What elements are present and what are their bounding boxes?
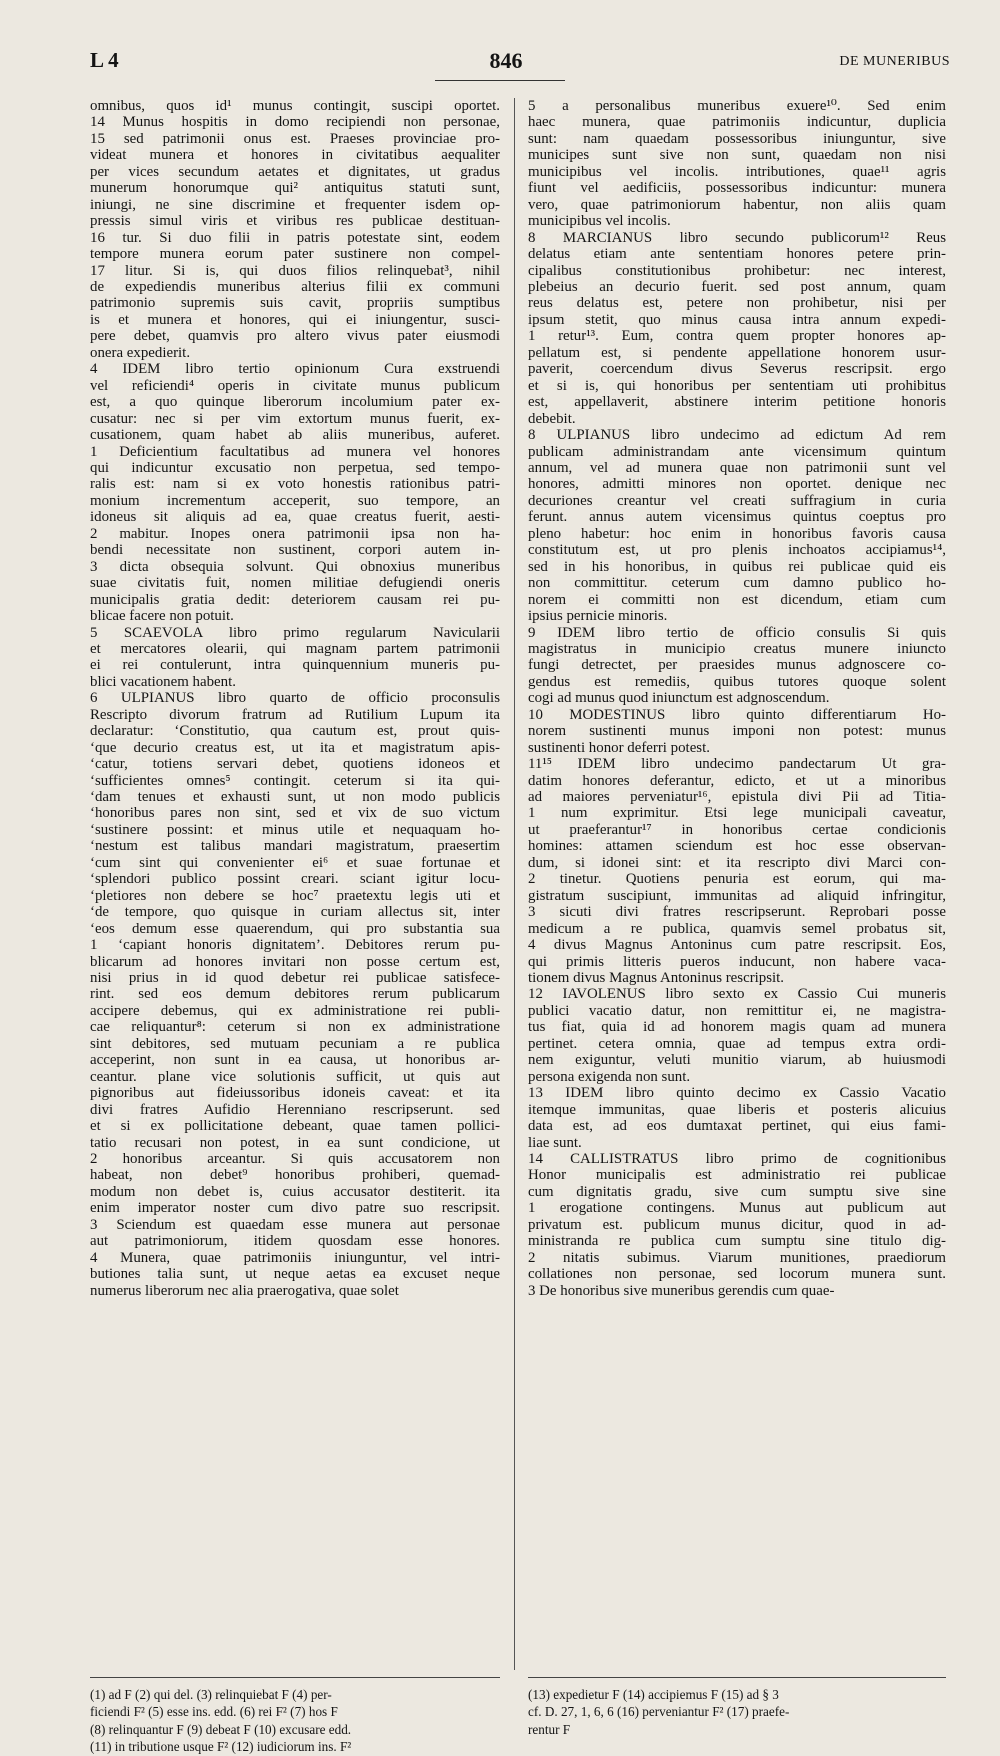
- text-line: blicarum ad honores invitari non posse certum est,: [90, 953, 500, 970]
- text-line: 4 IDEM libro tertio opinionum Cura exstruendi: [90, 361, 500, 378]
- text-line: ‘honoribus pares non sint, sed et vix de suo victum: [90, 805, 500, 822]
- text-line: qui indicuntur excusatio non perpetua, sed tempo-: [90, 459, 500, 476]
- text-line: municipalis gratia dedit: deteriorem causam rei pu-: [90, 591, 500, 608]
- text-line: 8 MARCIANUS libro secundo publicorum¹² Reus: [528, 229, 946, 246]
- text-line: privatum est. publicum munus dicitur, quod in ad-: [528, 1216, 946, 1233]
- text-line: paverit, coercendum divus Severus rescripsit. ergo: [528, 361, 946, 378]
- text-line: 2 honoribus arceantur. Si quis accusatorem non: [90, 1151, 500, 1167]
- footnote-line: ficiendi F² (5) esse ins. edd. (6) rei F² (7) hos F: [90, 1704, 338, 1720]
- text-line: videat munera et honores in civitatibus aequaliter: [90, 147, 500, 164]
- footnote-line: (13) expedietur F (14) accipiemus F (15) ad § 3: [528, 1687, 779, 1702]
- text-line: haec munera, quae patrimoniis indicuntur, duplicia: [528, 114, 946, 131]
- text-line: butiones talia sunt, ut neque aetas ea excuset neque: [90, 1266, 500, 1283]
- text-line: accipere debemus, qui ex administratione rei publi-: [90, 1002, 500, 1019]
- text-line: fungi detrectet, per praesides munus adgnoscere co-: [528, 657, 946, 674]
- text-line: et si is, qui honoribus per sententiam uti prohibitus: [528, 377, 946, 394]
- text-line: onera expedierit.: [90, 344, 191, 361]
- text-line: itemque immunitas, quae liberis et posteris alicuius: [528, 1101, 946, 1118]
- right-text-column: [528, 98, 946, 1670]
- text-line: modum non debet is, cuius accusator destiterit. ita: [90, 1183, 500, 1200]
- text-line: et mercatores olearii, qui magnam partem patrimonii: [90, 640, 500, 657]
- text-line: ad maiores perveniatur¹⁶, epistula divi Pii ad Titia-: [528, 789, 946, 806]
- text-line: 5 a personalibus muneribus exuere¹⁰. Sed enim: [528, 98, 946, 114]
- left-text-column: [90, 98, 500, 1670]
- text-line: ut praeferantur¹⁷ in honoribus certae condicionis: [528, 821, 946, 838]
- text-line: gendus est remediis, quibus tutores quoque solent: [528, 673, 946, 690]
- header-rule: [435, 80, 565, 81]
- text-line: enim imperator noster cum divo patre suo rescripsit.: [90, 1200, 500, 1217]
- text-line: omnibus, quos id¹ munus contingit, suscipi oportet.: [90, 98, 500, 114]
- text-line: cae reliquantur⁸: ceterum si non ex administratione: [90, 1019, 500, 1036]
- text-line: ‘sufficientes omnes⁵ contingit. ceterum si ita qui-: [90, 772, 500, 789]
- text-line: ‘splendori publico possint creari. sciant igitur locu-: [90, 871, 500, 888]
- text-line: 5 SCAEVOLA libro primo regularum Navicularii: [90, 624, 500, 641]
- text-line: 1 retur¹³. Eum, contra quem propter honores ap-: [528, 328, 946, 345]
- column-divider: [514, 98, 515, 1670]
- text-line: persona exigenda non sunt.: [528, 1068, 691, 1085]
- footnotes-right: [528, 1686, 946, 1738]
- text-line: bendi necessitate non sustinent, corpori autem in-: [90, 542, 500, 559]
- text-line: is et munera et honores, qui ei iniungentur, susci-: [90, 311, 500, 328]
- text-line: 14 Munus hospitis in domo recipiendi non personae,: [90, 114, 500, 131]
- text-line: 2 tinetur. Quotiens penuria est eorum, qui ma-: [528, 871, 946, 888]
- text-line: decuriones creantur vel creati suffragium in curia: [528, 492, 946, 509]
- text-line: 1 ‘capiant honoris dignitatem’. Debitores rerum pu-: [90, 937, 500, 954]
- text-line: blicae facere non potuit.: [90, 608, 234, 625]
- text-line: cogi ad munus quod iniunctum est adgnoscendum.: [528, 690, 830, 707]
- text-line: suae civitatis fuit, nomen militiae defugiendi oneris: [90, 575, 500, 592]
- text-line: reus delatus est, petere non prohibetur, nisi per: [528, 295, 946, 312]
- text-line: nisi prius in id quod debetur rei publicae satisfece-: [90, 970, 500, 987]
- text-line: pressis simul viris et viribus res publicae destituan-: [90, 213, 500, 230]
- text-line: datim honores deferantur, edicto, et ut a minoribus: [528, 772, 946, 789]
- text-line: non committitur. ceterum cum damno publico ho-: [528, 575, 946, 592]
- text-line: ipsius pernicie minoris.: [528, 608, 668, 625]
- text-line: per vices secundum aetates et dignitates, ut gradus: [90, 163, 500, 180]
- text-line: ‘de tempore, quo quisque in curiam allectus sit, inter: [90, 904, 500, 921]
- text-line: 12 IAVOLENUS libro sexto ex Cassio Cui muneris: [528, 986, 946, 1003]
- text-line: pignoribus aut fideiussoribus idoneis caveat: et ita: [90, 1085, 500, 1102]
- footnotes-left: [90, 1686, 500, 1756]
- text-line: habeat, non debet⁹ honoribus prohiberi, quemad-: [90, 1167, 500, 1184]
- text-line: sed in his honoribus, in quibus rei publicae quid eis: [528, 558, 946, 575]
- text-line: ‘sustinere possint: et minus utile et nequaquam ho-: [90, 821, 500, 838]
- text-line: norem ei committi non est dicendum, etiam cum: [528, 591, 946, 608]
- text-line: 16 tur. Si duo filii in patris potestate sint, eodem: [90, 229, 500, 246]
- text-line: idoneus sit aliquis ad ea, quae creatus fuerit, aesti-: [90, 509, 500, 526]
- footnote-line: cf. D. 27, 1, 6, 6 (16) perveniantur F² (17) praefe-: [528, 1704, 790, 1720]
- text-line: 11¹⁵ IDEM libro undecimo pandectarum Ut gra-: [528, 756, 946, 773]
- text-line: data est, ad eos dumtaxat pertinet, qui eius fami-: [528, 1118, 946, 1135]
- text-line: est, appellaverit, abstinere interim petitione honoris: [528, 394, 946, 411]
- text-line: liae sunt.: [528, 1134, 582, 1151]
- text-line: ‘eos demum esse quaerendum, qui pro substantia sua: [90, 920, 500, 937]
- text-line: munerum honorumque qui² antiquitus statuti sunt,: [90, 180, 500, 197]
- text-line: pertinet. cetera omnia, quae ad tempus extra ordi-: [528, 1035, 946, 1052]
- text-line: cusatur: nec si per vim extortum munus fuerit, ex-: [90, 410, 500, 427]
- text-line: 17 litur. Si is, qui duos filios relinquebat³, nihil: [90, 262, 500, 279]
- text-line: acceperint, non sunt in ea causa, ut honoribus ar-: [90, 1052, 500, 1069]
- footnote-rule-right: [528, 1677, 946, 1678]
- footnote-rule-left: [90, 1677, 500, 1678]
- text-line: ‘que decurio creatus est, ut ita et magistratum apis-: [90, 739, 500, 756]
- text-line: medicum a re publica, quamvis semel probatus sit,: [528, 920, 946, 937]
- text-line: debebit.: [528, 410, 576, 427]
- text-line: constitutum est, ut pro plenis inchoatos accipiamus¹⁴,: [528, 542, 946, 559]
- text-line: iniungi, ne sine discrimine et frequenter isdem op-: [90, 196, 500, 213]
- text-line: cum dignitatis gradu, sive cum sumptu sive sine: [528, 1183, 946, 1200]
- text-line: tempore munera eorum pater sustinere non compel-: [90, 246, 500, 263]
- text-line: monium incrementum acceperit, suo tempore, an: [90, 492, 500, 509]
- text-line: pleno habetur: hoc enim in honoribus favoris causa: [528, 525, 946, 542]
- text-line: annum, vel ad munera quae non patrimonii sunt vel: [528, 459, 946, 476]
- text-line: cusationem, quam habet ab aliis muneribus, auferet.: [90, 427, 500, 444]
- text-line: declaratur: ‘Constitutio, qua cautum est, prout quis-: [90, 723, 500, 740]
- text-line: tatio recusari non potest, in ea sunt condicione, ut: [90, 1134, 500, 1151]
- text-line: Rescripto divorum fratrum ad Rutilium Lupum ita: [90, 706, 500, 723]
- text-line: gistratum suscipiunt, immunitas ad aliquid infringitur,: [528, 887, 946, 904]
- text-line: 1 num exprimitur. Etsi lege municipali caveatur,: [528, 805, 946, 822]
- text-line: 3 Sciendum est quaedam esse munera aut personae: [90, 1216, 500, 1233]
- text-line: 6 ULPIANUS libro quarto de officio proconsulis: [90, 690, 500, 707]
- text-line: 3 De honoribus sive muneribus gerendis cum quae-: [528, 1282, 835, 1299]
- text-line: 3 dicta obsequia solvunt. Qui obnoxius muneribus: [90, 558, 500, 575]
- text-line: 10 MODESTINUS libro quinto differentiarum Ho-: [528, 706, 946, 723]
- text-line: divi fratres Aufidio Herenniano rescripserunt. sed: [90, 1101, 500, 1118]
- text-line: 13 IDEM libro quinto decimo ex Cassio Vacatio: [528, 1085, 946, 1102]
- text-line: tus fiat, quia id ad honorem magis quam ad munera: [528, 1019, 946, 1036]
- text-line: nem exiguntur, veluti munitio viarum, ab huiusmodi: [528, 1052, 946, 1069]
- text-line: ‘nestum est talibus mandari magistratum, praesertim: [90, 838, 500, 855]
- text-line: ‘dam tenues et exhausti sunt, ut non modo publicis: [90, 789, 500, 806]
- text-line: 4 Munera, quae patrimoniis iniunguntur, vel intri-: [90, 1249, 500, 1266]
- text-line: 9 IDEM libro tertio de officio consulis Si quis: [528, 624, 946, 641]
- text-line: de expediendis muneribus alterius filii ex communi: [90, 278, 500, 295]
- text-line: pellatum est, si pendente appellatione honorem usur-: [528, 344, 946, 361]
- text-line: 8 ULPIANUS libro undecimo ad edictum Ad rem: [528, 427, 946, 444]
- text-line: Honor municipalis est administratio rei publicae: [528, 1167, 946, 1184]
- text-line: vero, quae patrimoniorum habentur, non aliis quam: [528, 196, 946, 213]
- running-title: DE MUNERIBUS: [839, 54, 950, 69]
- text-line: 3 sicuti divi fratres rescripserunt. Reprobari posse: [528, 904, 946, 921]
- text-line: collationes non personae, sed locorum munera sunt.: [528, 1266, 946, 1283]
- text-line: fiunt vel aedificiis, possessoribus indicuntur: munera: [528, 180, 946, 197]
- text-line: 14 CALLISTRATUS libro primo de cognitionibus: [528, 1151, 946, 1167]
- text-line: plebeius an decurio fuerit. sed post annum, quam: [528, 278, 946, 295]
- text-line: ipsum stetit, quo minus causa intra annum expedi-: [528, 311, 946, 328]
- page-number: 846: [489, 48, 523, 73]
- footnote-line: rentur F: [528, 1721, 571, 1737]
- text-line: ‘pletiores non debere se hoc⁷ praetextu legis uti et: [90, 887, 500, 904]
- header-section-marker: L 4: [90, 48, 119, 72]
- footnote-line: (11) in tributione usque F² (12) iudiciorum ins. F²: [90, 1739, 352, 1755]
- text-line: ferunt. annus autem vicensimus quintus coeptus pro: [528, 509, 946, 526]
- text-line: pere debet, quamvis pro altero vivus pater eiusmodi: [90, 328, 500, 345]
- text-line: municipibus vel incolis. intributiones, quae¹¹ agris: [528, 163, 946, 180]
- text-line: 4 divus Magnus Antoninus cum patre rescripsit. Eos,: [528, 937, 946, 954]
- text-line: sunt: nam quaedam possessoribus iniunguntur, sive: [528, 130, 946, 147]
- text-line: ministranda re publica cum sumptu sine titulo dig-: [528, 1233, 946, 1250]
- text-line: aut patrimoniorum, itidem quosdam esse honores.: [90, 1233, 500, 1250]
- text-line: magistratus in municipio creatus munere iniuncto: [528, 640, 946, 657]
- footnote-line: (8) relinquantur F (9) debeat F (10) excusare edd.: [90, 1721, 352, 1737]
- text-line: publicam administrandam ante vicensimum quintum: [528, 443, 946, 460]
- text-line: homines: attamen sciendum est hoc esse observan-: [528, 838, 946, 855]
- text-line: blici vacationem habent.: [90, 673, 236, 690]
- text-line: ‘cum sint qui convenienter ei⁶ et suae fortunae et: [90, 854, 500, 871]
- text-line: vel reficiendi⁴ operis in civitate munus publicum: [90, 377, 500, 394]
- footnote-line: (1) ad F (2) qui del. (3) relinquiebat F (4) per-: [90, 1687, 332, 1702]
- text-line: qui primis litteris pueros inducunt, non habere vaca-: [528, 953, 946, 970]
- text-line: ralis est: nam si ex voto honestis rationibus patri-: [90, 476, 500, 493]
- text-line: patrimonio supremis suis cavit, propriis sumptibus: [90, 295, 500, 312]
- text-line: cipalibus constitutionibus prohibetur: nec interest,: [528, 262, 946, 279]
- text-line: est, a quo quinque liberorum incolumium pater ex-: [90, 394, 500, 411]
- text-line: ei rei contulerunt, intra quinquennium muneris pu-: [90, 657, 500, 674]
- text-line: 2 nitatis subimus. Viarum munitiones, praediorum: [528, 1249, 946, 1266]
- text-line: 1 Deficientium facultatibus ad munera vel honores: [90, 443, 500, 460]
- text-line: 1 erogatione contingens. Munus aut publicum aut: [528, 1200, 946, 1217]
- text-line: dum, si idonei sint: et ita rescripto divi Marci con-: [528, 854, 946, 871]
- text-line: municipibus vel incolis.: [528, 213, 671, 230]
- text-line: tionem divus Magnus Antoninus rescripsit.: [528, 970, 785, 987]
- text-line: ceantur. plane vice solutionis sufficit, ut quis aut: [90, 1068, 500, 1085]
- text-line: et si ex pollicitatione debeant, quae tamen pollici-: [90, 1118, 500, 1135]
- text-line: rint. sed eos demum debitores rerum publicarum: [90, 986, 500, 1003]
- text-line: publici vacatio datur, non remittitur ei, ne magistra-: [528, 1002, 946, 1019]
- text-line: ‘catur, totiens servari debet, quotiens idoneos et: [90, 756, 500, 773]
- text-line: sustinenti honor deferri potest.: [528, 739, 710, 756]
- text-line: numerus liberorum nec alia praerogativa, quae solet: [90, 1282, 399, 1299]
- text-line: 2 mabitur. Inopes onera patrimonii ipsa non ha-: [90, 525, 500, 542]
- text-line: sint debitores, sed mutuam pecuniam a re publica: [90, 1035, 500, 1052]
- text-line: norem sustinenti munus imponi non potest: munus: [528, 723, 946, 740]
- text-line: honores, admitti minores non oportet. denique nec: [528, 476, 946, 493]
- text-line: 15 sed patrimonii onus est. Praeses provinciae pro-: [90, 130, 500, 147]
- text-line: municipes sunt sive non sunt, quaedam non nisi: [528, 147, 946, 164]
- text-line: delatus etiam ante sententiam honores petere prin-: [528, 246, 946, 263]
